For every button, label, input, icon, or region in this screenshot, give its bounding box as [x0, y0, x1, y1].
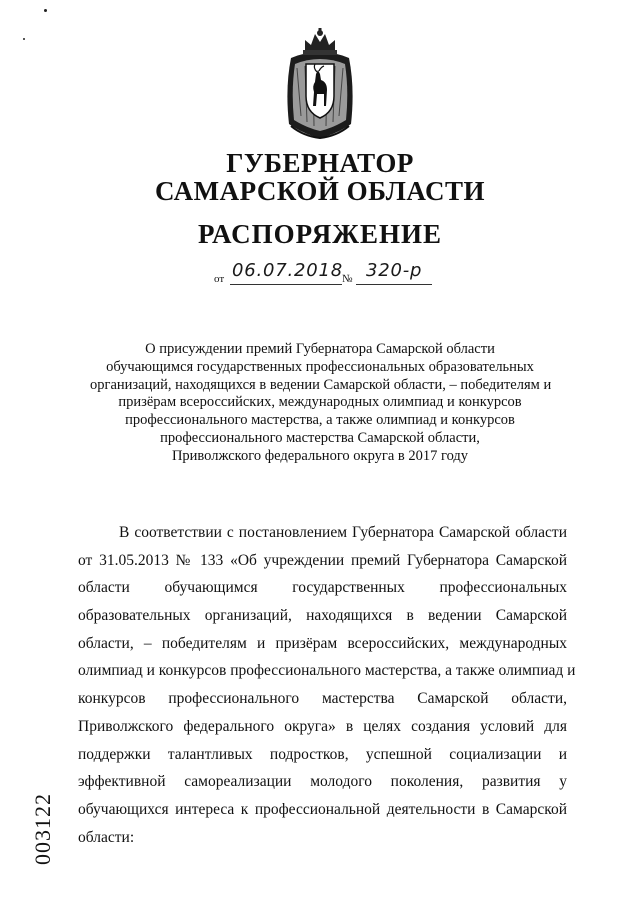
body-line: образовательных организаций, находящихся в ведении Самарской: [78, 607, 567, 625]
margin-stamp-number: 003122: [30, 793, 55, 865]
handwritten-date: 06.07.2018: [232, 260, 344, 281]
subject-line: профессионального мастерства Самарской области,: [160, 429, 480, 446]
subject-line: организаций, находящихся в ведении Самарской области, – победителям и: [90, 376, 552, 393]
number-underline: [356, 284, 432, 285]
subject-line: профессионального мастерства, а также олимпиад и конкурсов: [125, 412, 515, 429]
body-line: поддержки талантливых подростков, успешной социализации и: [78, 745, 567, 763]
date-underline: [230, 284, 342, 285]
body-line: области:: [78, 828, 135, 846]
body-line: области обучающимся государственных профессиональных: [78, 579, 567, 597]
date-from-label: от: [214, 273, 225, 285]
handwritten-number: 320-р: [366, 260, 423, 281]
subject-line: призёрам всероссийских, международных олимпиад и конкурсов: [118, 394, 522, 411]
subject-line: Приволжского федерального округа в 2017 году: [171, 447, 469, 464]
samara-coat-of-arms-icon: [283, 28, 357, 140]
body-line: обучающихся интереса к профессиональной деятельности в Самарской: [78, 800, 567, 818]
body-line: Приволжского федерального округа» в целях создания условий для: [78, 717, 567, 735]
issuer-title: ГУБЕРНАТОР: [226, 148, 414, 178]
document-body: [78, 519, 576, 851]
document-type: РАСПОРЯЖЕНИЕ: [197, 219, 443, 249]
body-line: конкурсов профессионального мастерства Самарской области,: [78, 690, 567, 708]
body-line: области, – победителям и призёрам всероссийских, международных: [78, 634, 567, 652]
scan-speck: [23, 38, 25, 40]
document-subject: [90, 341, 550, 466]
number-label: №: [342, 273, 353, 285]
subject-line: О присуждении премий Губернатора Самарской области: [145, 341, 495, 357]
subject-line: обучающимся государственных профессиональных образовательных: [106, 358, 534, 375]
body-line: В соответствии с постановлением Губернатора Самарской области: [119, 524, 567, 541]
body-line: олимпиад и конкурсов профессионального мастерства, а также олимпиад и: [78, 662, 576, 680]
scan-speck: [44, 9, 47, 12]
body-line: от 31.05.2013 № 133 «Об учреждении премий Губернатора Самарской: [78, 551, 567, 569]
issuer-region: САМАРСКОЙ ОБЛАСТИ: [154, 176, 486, 206]
body-line: эффективной самореализации молодого поколения, развития у: [78, 773, 567, 791]
